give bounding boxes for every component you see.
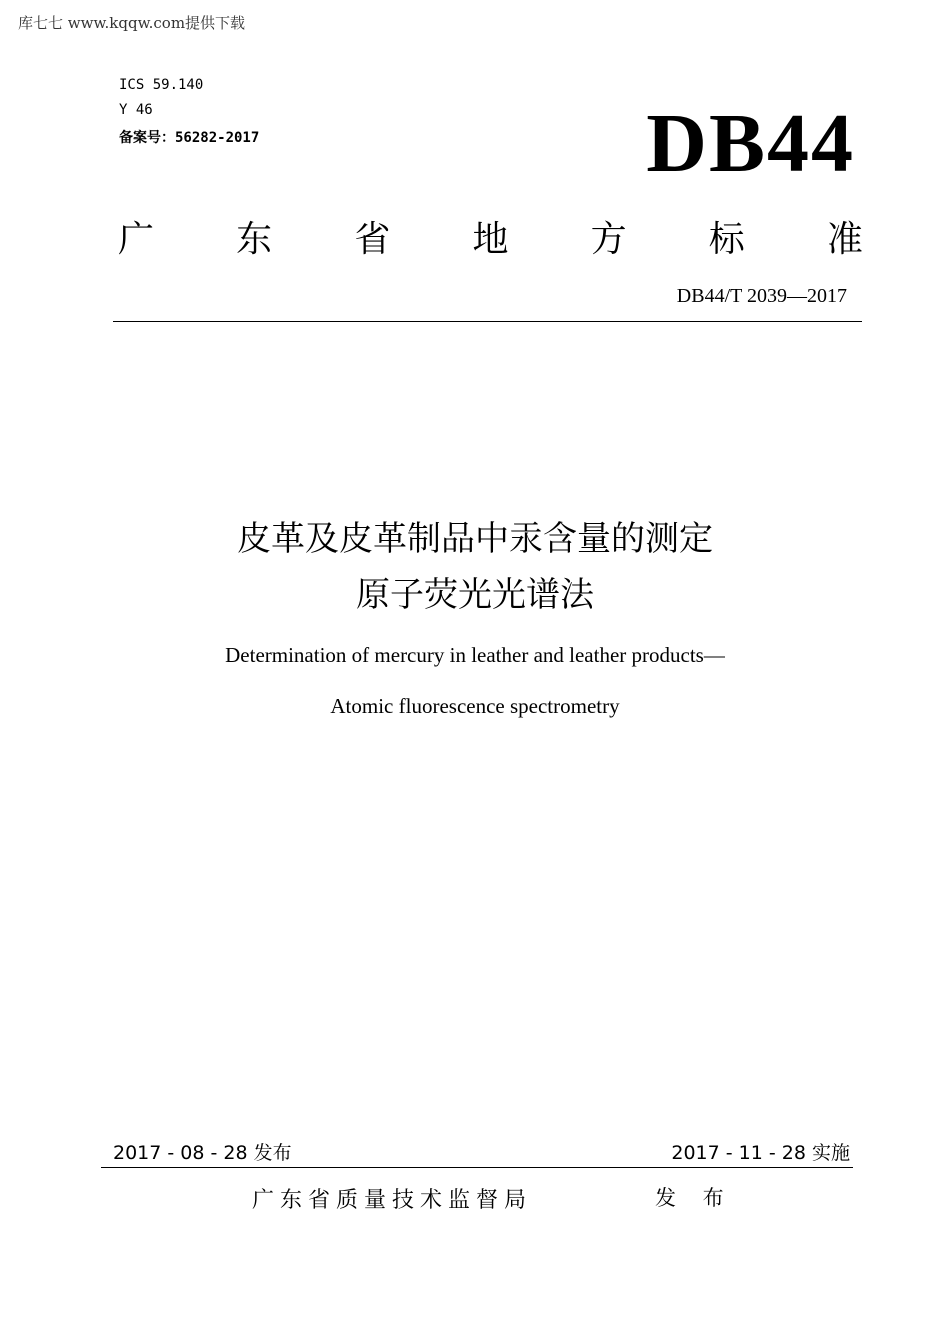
title-english-line1: Determination of mercury in leather and leather products—	[225, 643, 725, 667]
filing-number: 备案号：56282-2017	[119, 130, 260, 146]
standard-code-logo: DB44	[646, 97, 855, 190]
ics-code: ICS 59.140	[119, 77, 204, 93]
standard-type-char: 东	[236, 219, 273, 260]
title-chinese-line1: 皮革及皮革制品中汞含量的测定	[237, 519, 713, 559]
issuing-authority: 广东省质量技术监督局	[252, 1188, 533, 1213]
standard-type-heading	[118, 218, 863, 262]
standard-type-char: 广	[118, 219, 155, 260]
release-date: 2017 - 08 - 28 发布	[113, 1142, 292, 1164]
standard-type-char: 省	[354, 219, 391, 260]
footer-divider	[101, 1167, 853, 1168]
standard-type-char: 标	[708, 219, 745, 260]
standard-type-char: 方	[590, 219, 627, 260]
title-english-line2: Atomic fluorescence spectrometry	[330, 694, 620, 718]
standard-type-char: 地	[472, 219, 509, 260]
standard-type-char: 准	[826, 219, 863, 260]
standard-number: DB44/T 2039—2017	[676, 285, 847, 307]
issue-label: 发 布	[655, 1186, 734, 1210]
title-chinese-line2: 原子荧光光谱法	[356, 575, 594, 615]
watermark-text: 库七七 www.kqqw.com提供下载	[18, 14, 246, 32]
implementation-date: 2017 - 11 - 28 实施	[671, 1142, 850, 1164]
ccs-code: Y 46	[119, 102, 153, 118]
header-divider	[113, 321, 862, 322]
